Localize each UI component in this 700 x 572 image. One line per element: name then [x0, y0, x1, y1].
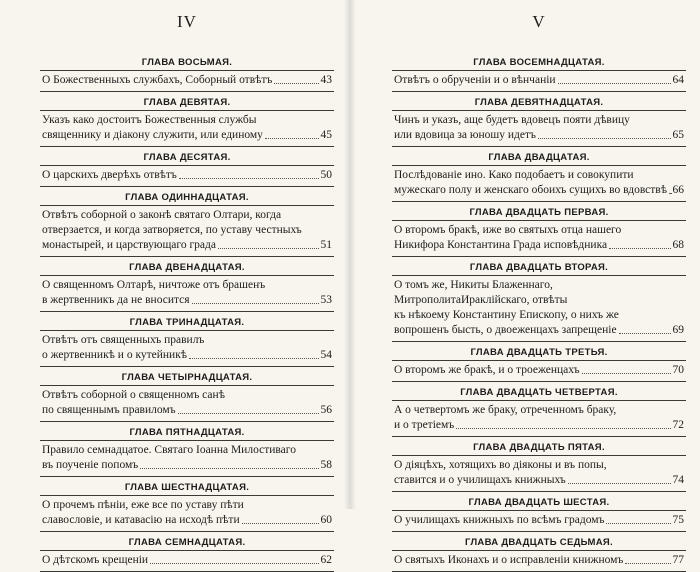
entry-line	[42, 128, 332, 143]
toc-entry	[40, 536, 334, 572]
entry-title-text: мужескаго полу и женскаго обоихъ сущихъ во вдовствѣ	[394, 184, 667, 196]
entry-page-number: 50	[320, 169, 332, 181]
entry-title-text: О дѣтскомъ крещеніи	[42, 554, 149, 566]
chapter-entry-box	[392, 360, 686, 382]
chapter-heading: ГЛАВА ДЕВЯТАЯ.	[143, 97, 231, 108]
left-page	[0, 0, 350, 566]
entry-line	[394, 363, 684, 378]
entry-page-number: 58	[320, 459, 332, 471]
entry-title-text: О святыхъ Иконахъ и о исправленіи книжномъ	[394, 554, 624, 566]
chapter-entry-box	[392, 165, 686, 202]
entry-title-text: О прочемъ пѣніи, еже все по уставу пѣти	[42, 499, 244, 511]
entry-line	[42, 223, 332, 238]
dot-leader	[568, 483, 671, 484]
toc-entry	[40, 426, 334, 477]
dot-leader	[179, 178, 319, 179]
entry-page-number: 77	[672, 554, 684, 566]
table-of-contents	[392, 56, 686, 572]
chapter-heading: ГЛАВА ДВАДЦАТЬ ТРЕТЬЯ.	[470, 347, 608, 358]
entry-page-number: 54	[320, 349, 332, 361]
chapter-entry-box	[40, 205, 334, 257]
entry-line	[394, 513, 684, 528]
entry-page-number: 45	[320, 129, 332, 141]
entry-title-text: МитрополитаИраклійскаго, отвѣты	[394, 294, 568, 306]
right-page	[350, 0, 700, 566]
toc-entry	[392, 56, 686, 92]
entry-page-number: 56	[320, 404, 332, 416]
toc-entry	[392, 151, 686, 202]
entry-line	[394, 458, 684, 473]
chapter-heading: ГЛАВА ДВАДЦАТАЯ.	[488, 152, 590, 163]
entry-title-text: О второмъ бракѣ, иже во святыхъ отца нашего	[394, 224, 622, 236]
entry-page-number: 69	[672, 324, 684, 336]
entry-title-text: Послѣдованіе ино. Како подобаетъ и совокупити	[394, 169, 634, 181]
entry-title-text: монастырей, и царствующаго града	[42, 239, 216, 251]
toc-entry	[40, 56, 334, 92]
entry-line	[42, 333, 332, 348]
chapter-heading: ГЛАВА ДЕВЯТНАДЦАТАЯ.	[474, 97, 604, 108]
entry-line	[394, 183, 684, 198]
chapter-heading: ГЛАВА ПЯТНАДЦАТАЯ.	[129, 427, 245, 438]
entry-line	[394, 73, 684, 88]
entry-title-text: Отвѣтъ соборной о законѣ святаго Олтари, когда	[42, 209, 282, 221]
entry-title-text: О царскихъ дверѣхъ отвѣтъ	[42, 169, 177, 181]
entry-page-number: 72	[672, 419, 684, 431]
toc-entry	[392, 346, 686, 382]
entry-line	[42, 238, 332, 253]
dot-leader	[140, 468, 318, 469]
entry-line	[42, 388, 332, 403]
entry-page-number: 65	[672, 129, 684, 141]
chapter-entry-box	[392, 510, 686, 532]
toc-entry	[392, 261, 686, 342]
entry-page-number: 75	[672, 514, 684, 526]
chapter-heading: ГЛАВА ДВАДЦАТЬ ШЕСТАЯ.	[468, 497, 610, 508]
entry-line	[394, 293, 684, 308]
entry-line	[394, 168, 684, 183]
entry-page-number: 62	[320, 554, 332, 566]
dot-leader	[625, 563, 670, 564]
entry-line	[42, 458, 332, 473]
entry-page-number: 66	[672, 184, 684, 196]
chapter-heading: ГЛАВА СЕМНАДЦАТАЯ.	[128, 537, 246, 548]
toc-entry	[392, 441, 686, 492]
chapter-entry-box	[392, 70, 686, 92]
entry-title-text: Указъ како достоитъ Божественныя службы	[42, 114, 257, 126]
dot-leader	[150, 563, 318, 564]
page-number: IV	[177, 12, 197, 31]
entry-title-text: Отвѣтъ отъ священныхъ правилъ	[42, 334, 205, 346]
dot-leader	[558, 83, 671, 84]
toc-entry	[40, 191, 334, 257]
entry-line	[42, 348, 332, 363]
toc-entry	[40, 481, 334, 532]
entry-line	[42, 553, 332, 568]
entry-title-text: о жертвенникѣ и о кутейникѣ	[42, 349, 188, 361]
entry-title-text: къ нѣкоему Константину Епископу, о нихъ же	[394, 309, 619, 321]
entry-title-text: по священнымъ правиломъ	[42, 404, 176, 416]
chapter-entry-box	[392, 550, 686, 572]
chapter-heading: ГЛАВА ДВАДЦАТЬ ВТОРАЯ.	[469, 262, 609, 273]
chapter-heading: ГЛАВА ВОСЬМАЯ.	[141, 57, 233, 68]
chapter-entry-box	[40, 440, 334, 477]
chapter-entry-box	[392, 400, 686, 437]
toc-entry	[40, 261, 334, 312]
dot-leader	[192, 303, 319, 304]
dot-leader	[669, 193, 671, 194]
entry-page-number: 51	[320, 239, 332, 251]
chapter-entry-box	[40, 495, 334, 532]
dot-leader	[582, 373, 671, 374]
toc-entry	[40, 96, 334, 147]
dot-leader	[265, 138, 319, 139]
entry-line	[394, 278, 684, 293]
entry-title-text: О второмъ же бракѣ, и о троеженцахъ	[394, 364, 580, 376]
entry-title-text: вопрошенъ бысть, о двоеженцахъ запрещеніе	[394, 324, 617, 336]
entry-page-number: 64	[672, 74, 684, 86]
chapter-entry-box	[392, 455, 686, 492]
chapter-entry-box	[40, 550, 334, 572]
entry-title-text: Отвѣтъ соборной о священномъ санѣ	[42, 389, 225, 401]
entry-title-text: и о третіемъ	[394, 419, 455, 431]
entry-line	[42, 168, 332, 183]
chapter-heading: ГЛАВА ТРИНАДЦАТАЯ.	[129, 317, 245, 328]
dot-leader	[274, 83, 318, 84]
chapter-heading: ГЛАВА ДВАДЦАТЬ СЕДЬМАЯ.	[465, 537, 613, 548]
entry-line	[42, 403, 332, 418]
toc-entry	[392, 536, 686, 572]
entry-line	[42, 208, 332, 223]
entry-title-text: или вдовица за юношу идетъ	[394, 129, 536, 141]
entry-line	[394, 223, 684, 238]
chapter-heading: ГЛАВА ДВАДЦАТЬ ЧЕТВЕРТАЯ.	[460, 387, 618, 398]
entry-title-text: славословіе, и катавасію на исходѣ пѣти	[42, 514, 240, 526]
chapter-heading: ГЛАВА ЧЕТЫРНАДЦАТАЯ.	[121, 372, 253, 383]
dot-leader	[242, 523, 319, 524]
entry-line	[42, 113, 332, 128]
entry-line	[394, 418, 684, 433]
entry-line	[394, 323, 684, 338]
chapter-heading: ГЛАВА ШЕСТНАДЦАТАЯ.	[124, 482, 250, 493]
entry-line	[394, 473, 684, 488]
chapter-heading: ГЛАВА ДЕСЯТАЯ.	[143, 152, 231, 163]
entry-title-text: О училищахъ книжныхъ по всѣмъ градомъ	[394, 514, 605, 526]
entry-line	[42, 278, 332, 293]
entry-title-text: Отвѣтъ о обрученіи и о вѣнчаніи	[394, 74, 556, 86]
toc-entry	[40, 316, 334, 367]
entry-line	[394, 113, 684, 128]
dot-leader	[178, 413, 319, 414]
entry-title-text: священнику и діакону служити, или единому	[42, 129, 263, 141]
dot-leader	[456, 428, 670, 429]
entry-line	[394, 403, 684, 418]
dot-leader	[609, 248, 670, 249]
entry-title-text: отверзается, и когда затворяется, по уставу честныхъ	[42, 224, 302, 236]
chapter-entry-box	[40, 165, 334, 187]
entry-title-text: А о четвертомъ же браку, отреченномъ браку,	[394, 404, 617, 416]
entry-page-number: 74	[672, 474, 684, 486]
chapter-heading: ГЛАВА ДВАДЦАТЬ ПЕРВАЯ.	[469, 207, 609, 218]
toc-entry	[40, 371, 334, 422]
toc-entry	[392, 496, 686, 532]
entry-title-text: Правило семнадцатое. Святаго Іоанна Милостиваго	[42, 444, 296, 456]
chapter-heading: ГЛАВА ОДИННАДЦАТАЯ.	[125, 192, 249, 203]
chapter-heading: ГЛАВА ДВЕНАДЦАТАЯ.	[129, 262, 245, 273]
entry-line	[42, 73, 332, 88]
dot-leader	[619, 333, 671, 334]
chapter-entry-box	[40, 110, 334, 147]
toc-entry	[40, 151, 334, 187]
entry-line	[42, 293, 332, 308]
entry-page-number: 43	[320, 74, 332, 86]
toc-entry	[392, 206, 686, 257]
entry-line	[394, 238, 684, 253]
chapter-heading: ГЛАВА ДВАДЦАТЬ ПЯТАЯ.	[473, 442, 605, 453]
entry-title-text: О томъ же, Никиты Блаженнаго,	[394, 279, 553, 291]
entry-line	[42, 443, 332, 458]
entry-page-number: 70	[672, 364, 684, 376]
entry-title-text: О священномъ Олтарѣ, ничтоже отъ брашенъ	[42, 279, 266, 291]
entry-title-text: въ поученіе попомъ	[42, 459, 139, 471]
entry-title-text: О Божественныхъ службахъ, Соборный отвѣтъ	[42, 74, 273, 86]
dot-leader	[189, 358, 318, 359]
chapter-entry-box	[392, 220, 686, 257]
chapter-entry-box	[392, 110, 686, 147]
entry-line	[42, 513, 332, 528]
entry-line	[394, 553, 684, 568]
chapter-entry-box	[40, 330, 334, 367]
entry-title-text: ставится и о училищахъ книжныхъ	[394, 474, 566, 486]
chapter-entry-box	[40, 70, 334, 92]
entry-line	[394, 308, 684, 323]
toc-entry	[392, 386, 686, 437]
entry-page-number: 60	[320, 514, 332, 526]
entry-title-text: в жертвенникъ да не вносится	[42, 294, 190, 306]
chapter-entry-box	[392, 275, 686, 342]
entry-title-text: О діяцѣхъ, хотящихъ во діяконы и въ попы,	[394, 459, 607, 471]
dot-leader	[606, 523, 670, 524]
page-number: V	[532, 12, 546, 31]
chapter-entry-box	[40, 275, 334, 312]
table-of-contents	[40, 56, 334, 572]
dot-leader	[218, 248, 319, 249]
entry-line	[42, 498, 332, 513]
entry-title-text: Никифора Константина Града исповѣдника	[394, 239, 608, 251]
chapter-heading: ГЛАВА ВОСЕМНАДЦАТАЯ.	[473, 57, 605, 68]
entry-line	[394, 128, 684, 143]
entry-page-number: 53	[320, 294, 332, 306]
chapter-entry-box	[40, 385, 334, 422]
toc-entry	[392, 96, 686, 147]
entry-title-text: Чинъ и указъ, аще будетъ вдовецъ пояти дѣвицу	[394, 114, 630, 126]
entry-page-number: 68	[672, 239, 684, 251]
dot-leader	[538, 138, 671, 139]
